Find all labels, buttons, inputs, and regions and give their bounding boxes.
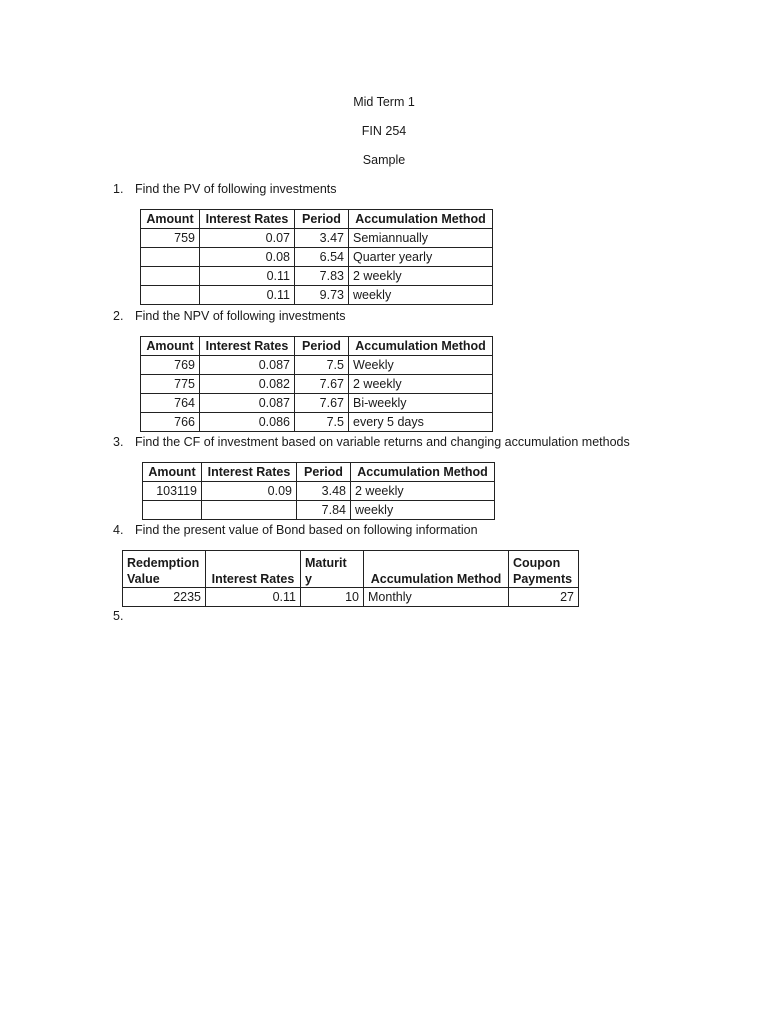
cell: 7.5	[295, 356, 349, 375]
column-header	[123, 551, 206, 588]
table-row	[141, 413, 493, 432]
cell: 2 weekly	[349, 267, 493, 286]
bond-info-table	[122, 550, 579, 607]
column-header: Period	[295, 210, 349, 229]
table-row	[141, 375, 493, 394]
cell: every 5 days	[349, 413, 493, 432]
column-header: Accumulation Method	[364, 551, 509, 588]
cell: 0.087	[200, 394, 295, 413]
cell: weekly	[351, 501, 495, 520]
cell: 759	[141, 229, 200, 248]
column-header: Amount	[141, 337, 200, 356]
table-row	[141, 356, 493, 375]
header-line: Redemption	[127, 556, 200, 570]
column-header: Interest Rates	[206, 551, 301, 588]
cell	[202, 501, 297, 520]
cell: 0.07	[200, 229, 295, 248]
cell: 0.082	[200, 375, 295, 394]
cell: 766	[141, 413, 200, 432]
column-header: Interest Rates	[202, 463, 297, 482]
cell: Bi-weekly	[349, 394, 493, 413]
cell	[143, 501, 202, 520]
table-header-row	[141, 210, 493, 229]
cell: 0.11	[206, 588, 301, 607]
column-header: Interest Rates	[200, 210, 295, 229]
column-header: Accumulation Method	[351, 463, 495, 482]
question-number: 4.	[113, 523, 124, 537]
column-header: Accumulation Method	[349, 210, 493, 229]
question-5	[113, 608, 135, 624]
table-row	[141, 229, 493, 248]
question-text: Find the CF of investment based on variable returns and changing accumulation methods	[135, 435, 630, 449]
table-row	[141, 248, 493, 267]
column-header: Amount	[143, 463, 202, 482]
table-header-row	[141, 337, 493, 356]
header-line: Coupon	[513, 556, 561, 570]
column-header: Accumulation Method	[349, 337, 493, 356]
cell: 7.83	[295, 267, 349, 286]
cell: 0.11	[200, 286, 295, 305]
course-code: FIN 254	[361, 124, 407, 138]
column-header	[301, 551, 364, 588]
pv-investments-table	[140, 209, 493, 305]
cf-investment-table	[142, 462, 495, 520]
question-number: 3.	[113, 435, 124, 449]
cell: 7.67	[295, 375, 349, 394]
cell: Quarter yearly	[349, 248, 493, 267]
npv-investments-table	[140, 336, 493, 432]
cell: 7.67	[295, 394, 349, 413]
table-header-row	[123, 551, 579, 588]
question-text: Find the NPV of following investments	[135, 309, 346, 323]
column-header: Interest Rates	[200, 337, 295, 356]
table-row	[141, 286, 493, 305]
cell: 103119	[143, 482, 202, 501]
column-header: Period	[295, 337, 349, 356]
cell: 7.5	[295, 413, 349, 432]
cell: 0.09	[202, 482, 297, 501]
cell: 3.48	[297, 482, 351, 501]
table-row	[123, 588, 579, 607]
cell: 764	[141, 394, 200, 413]
column-header: Period	[297, 463, 351, 482]
cell: weekly	[349, 286, 493, 305]
cell: 0.08	[200, 248, 295, 267]
cell: Weekly	[349, 356, 493, 375]
cell: 3.47	[295, 229, 349, 248]
cell: 9.73	[295, 286, 349, 305]
cell	[141, 267, 200, 286]
cell: 27	[509, 588, 579, 607]
question-2	[113, 308, 346, 324]
header-line: Maturit	[305, 556, 347, 570]
question-number: 5.	[113, 609, 124, 623]
cell: 7.84	[297, 501, 351, 520]
cell: Semiannually	[349, 229, 493, 248]
cell: Monthly	[364, 588, 509, 607]
table-row	[143, 482, 495, 501]
cell: 769	[141, 356, 200, 375]
question-text: Find the PV of following investments	[135, 182, 337, 196]
table-row	[141, 394, 493, 413]
table-row	[143, 501, 495, 520]
cell: 10	[301, 588, 364, 607]
question-1	[113, 181, 337, 197]
cell	[141, 248, 200, 267]
header-line: Value	[127, 572, 160, 586]
header-line: Payments	[513, 572, 573, 586]
cell: 2 weekly	[351, 482, 495, 501]
cell: 0.11	[200, 267, 295, 286]
cell: 2 weekly	[349, 375, 493, 394]
table-header-row	[143, 463, 495, 482]
cell: 0.087	[200, 356, 295, 375]
cell: 6.54	[295, 248, 349, 267]
column-header: Amount	[141, 210, 200, 229]
question-number: 1.	[113, 182, 124, 196]
cell	[141, 286, 200, 305]
cell: 775	[141, 375, 200, 394]
question-number: 2.	[113, 309, 124, 323]
table-row	[141, 267, 493, 286]
doc-subtitle: Sample	[362, 153, 406, 167]
question-4	[113, 522, 478, 538]
column-header	[509, 551, 579, 588]
question-3	[113, 434, 630, 450]
cell: 2235	[123, 588, 206, 607]
cell: 0.086	[200, 413, 295, 432]
doc-title: Mid Term 1	[353, 95, 415, 109]
question-text: Find the present value of Bond based on following information	[135, 523, 478, 537]
header-line: y	[305, 572, 312, 586]
